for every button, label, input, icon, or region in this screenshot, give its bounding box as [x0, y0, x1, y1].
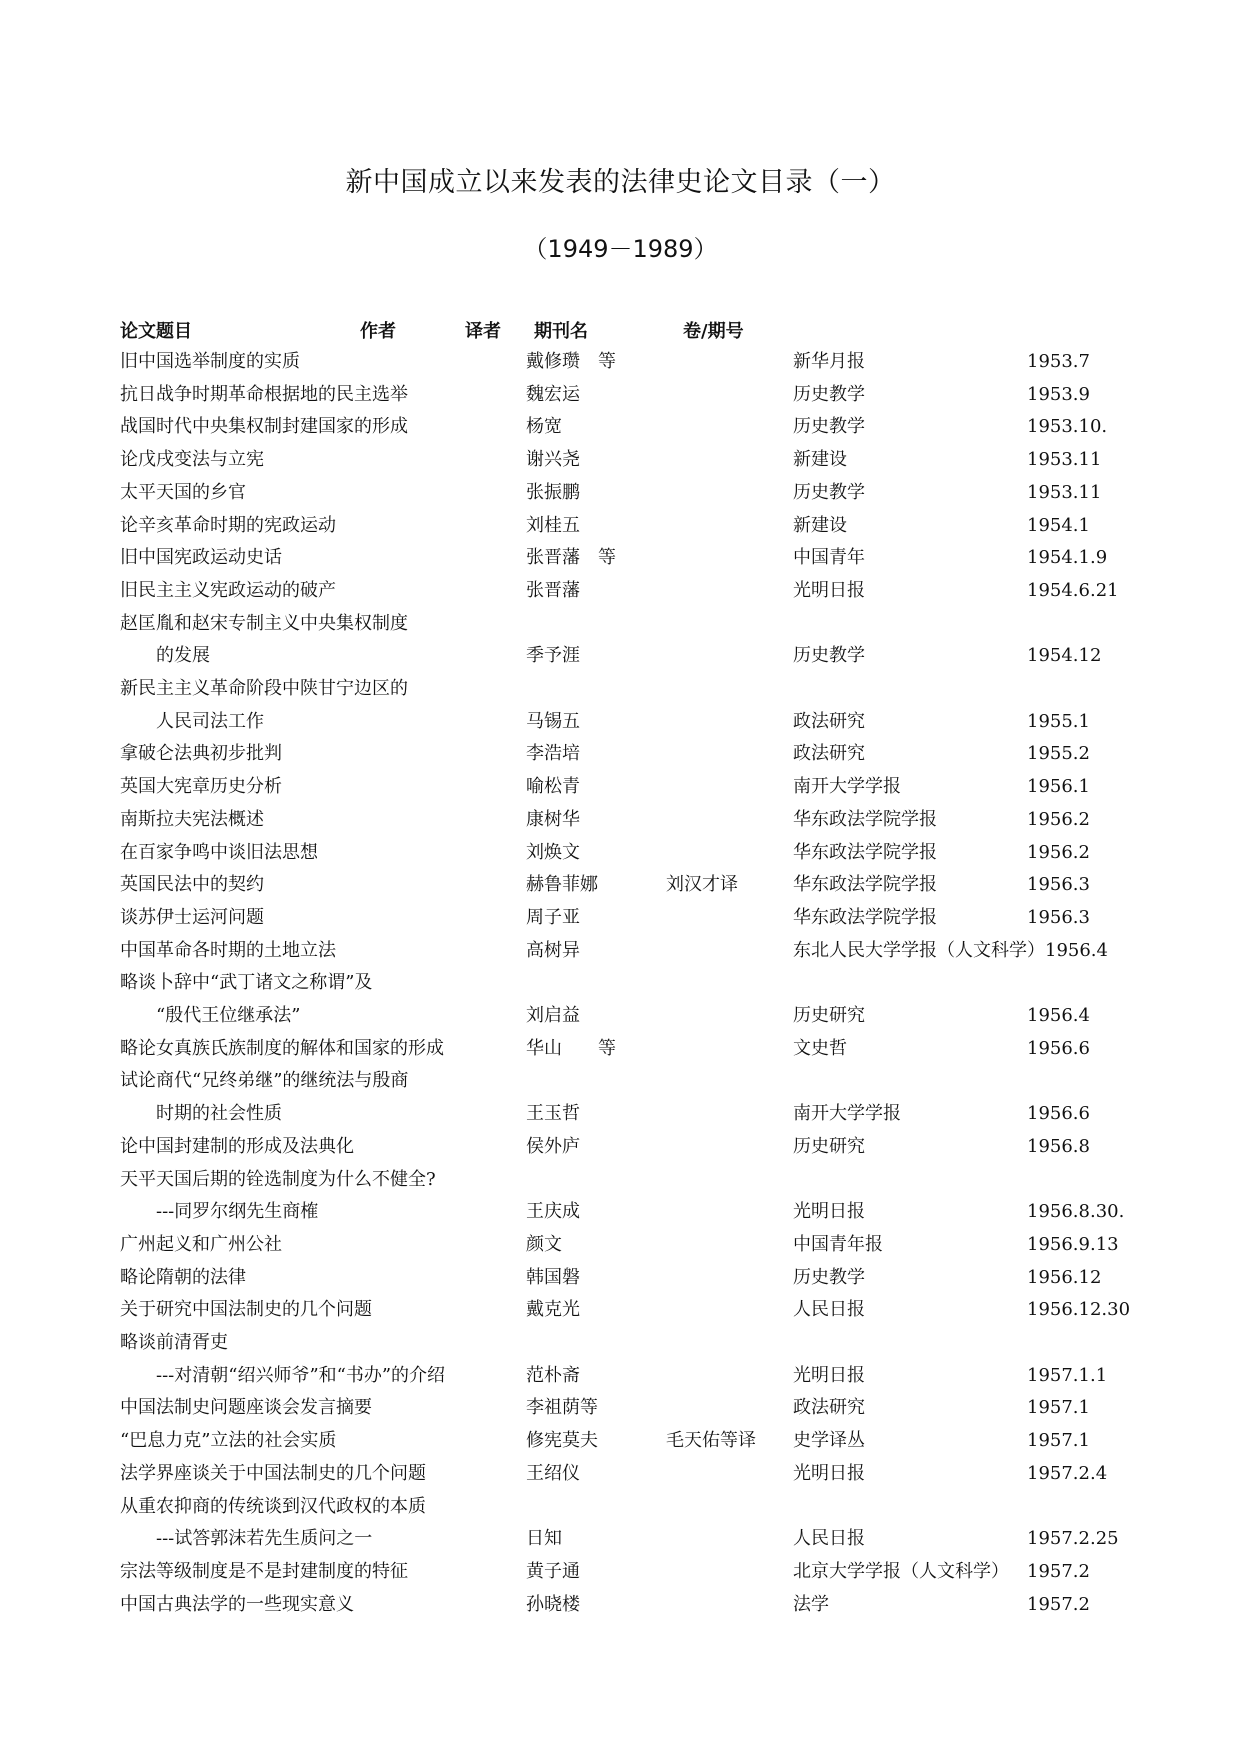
article-volume: 1954.1	[1027, 514, 1090, 536]
article-author: 魏宏运	[526, 383, 580, 405]
article-journal: 南开大学学报	[793, 776, 901, 798]
article-author: 王玉哲	[526, 1103, 580, 1125]
article-author: 杨宽	[526, 416, 562, 438]
list-item	[0, 1589, 1241, 1621]
article-journal: 历史教学	[793, 416, 865, 438]
list-item	[0, 1098, 1241, 1130]
list-item	[0, 1523, 1241, 1555]
article-author: 高树异	[526, 939, 580, 961]
list-item	[0, 673, 1241, 705]
article-title: 赵匡胤和赵宋专制主义中央集权制度	[120, 612, 408, 634]
list-item	[0, 1360, 1241, 1392]
article-translator: 刘汉才译	[666, 874, 738, 896]
article-volume: 1957.1	[1027, 1430, 1090, 1452]
article-author: 华山 等	[526, 1037, 616, 1059]
article-journal: 法学	[793, 1593, 829, 1615]
article-title: 论中国封建制的形成及法典化	[120, 1135, 354, 1157]
list-item	[0, 510, 1241, 542]
article-volume: 1956.12.30	[1027, 1299, 1131, 1321]
article-title: 试论商代“兄终弟继”的继统法与殷商	[120, 1070, 409, 1092]
article-volume: 1957.1	[1027, 1397, 1090, 1419]
article-author: 王绍仪	[526, 1462, 580, 1484]
article-title: 英国民法中的契约	[120, 874, 264, 896]
article-journal: 东北人民大学学报（人文科学）1956.4	[793, 939, 1108, 961]
header-journal: 期刊名	[534, 321, 588, 342]
article-title: 旧中国宪政运动史话	[120, 547, 282, 569]
article-title: 法学界座谈关于中国法制史的几个问题	[120, 1462, 426, 1484]
article-volume: 1957.1.1	[1027, 1364, 1108, 1386]
article-journal: 人民日报	[793, 1299, 865, 1321]
article-journal: 政法研究	[793, 1397, 865, 1419]
article-journal: 光明日报	[793, 1364, 865, 1386]
article-volume: 1956.1	[1027, 776, 1090, 798]
article-title: 的发展	[156, 645, 210, 667]
article-volume: 1956.3	[1027, 874, 1090, 896]
article-author: 李祖荫等	[526, 1397, 598, 1419]
article-title: 论戊戌变法与立宪	[120, 449, 264, 471]
article-journal: 新建设	[793, 449, 847, 471]
article-author: 张振鹏	[526, 481, 580, 503]
article-volume: 1956.2	[1027, 808, 1090, 830]
header-volume: 卷/期号	[683, 321, 744, 342]
article-title: 人民司法工作	[156, 710, 264, 732]
article-author: 王庆成	[526, 1201, 580, 1223]
article-volume: 1954.12	[1027, 645, 1102, 667]
article-title: 从重农抑商的传统谈到汉代政权的本质	[120, 1495, 426, 1517]
article-journal: 华东政法学院学报	[793, 841, 937, 863]
article-volume: 1953.7	[1027, 351, 1090, 372]
article-volume: 1953.11	[1027, 449, 1102, 471]
article-journal: 历史研究	[793, 1135, 865, 1157]
article-author: 马锡五	[526, 710, 580, 732]
article-volume: 1957.2.25	[1027, 1528, 1119, 1550]
page-title: 新中国成立以来发表的法律史论文目录（一）	[345, 167, 896, 198]
list-item	[0, 1556, 1241, 1588]
article-title: 中国革命各时期的土地立法	[120, 939, 336, 961]
article-title: 略论女真族氏族制度的解体和国家的形成	[120, 1037, 444, 1059]
article-volume: 1953.11	[1027, 481, 1102, 503]
article-author: 范朴斋	[526, 1364, 580, 1386]
article-volume: 1956.8.30.	[1027, 1201, 1125, 1223]
article-journal: 史学译丛	[793, 1430, 865, 1452]
article-author: 戴修瓒 等	[526, 351, 616, 372]
article-volume: 1954.6.21	[1027, 579, 1119, 601]
article-title: 中国法制史问题座谈会发言摘要	[120, 1397, 372, 1419]
article-title: 战国时代中央集权制封建国家的形成	[120, 416, 408, 438]
article-title: “巴息力克”立法的社会实质	[120, 1430, 337, 1452]
article-journal: 历史教学	[793, 1266, 865, 1288]
article-volume: 1956.6	[1027, 1103, 1090, 1125]
article-volume: 1956.4	[1027, 1005, 1090, 1026]
article-author: 谢兴尧	[526, 449, 580, 471]
list-item	[0, 444, 1241, 476]
list-item	[0, 1229, 1241, 1261]
article-author: 赫鲁菲娜	[526, 874, 598, 896]
list-item	[0, 1164, 1241, 1196]
article-title: 新民主主义革命阶段中陕甘宁边区的	[120, 678, 408, 699]
page-subtitle: （1949－1989）	[523, 235, 718, 263]
article-title: 英国大宪章历史分析	[120, 776, 282, 798]
article-title: 旧民主主义宪政运动的破产	[120, 579, 336, 601]
header-translator: 译者	[465, 321, 501, 342]
article-author: 刘焕文	[526, 841, 580, 863]
list-item	[0, 608, 1241, 640]
article-journal: 历史教学	[793, 481, 865, 503]
article-title: 关于研究中国法制史的几个问题	[120, 1299, 372, 1321]
article-author: 周子亚	[526, 906, 580, 928]
article-title: 天平天国后期的铨选制度为什么不健全?	[120, 1168, 436, 1190]
article-title: 在百家争鸣中谈旧法思想	[120, 841, 318, 863]
list-item	[0, 1327, 1241, 1359]
article-journal: 政法研究	[793, 743, 865, 765]
list-item	[0, 804, 1241, 836]
article-journal: 华东政法学院学报	[793, 874, 937, 896]
article-title: 抗日战争时期革命根据地的民主选举	[120, 383, 408, 405]
article-title: ---同罗尔纲先生商榷	[156, 1201, 319, 1223]
article-author: 黄子通	[526, 1560, 580, 1582]
article-title: 拿破仑法典初步批判	[120, 743, 282, 765]
list-item	[0, 935, 1241, 967]
article-author: 日知	[526, 1528, 562, 1550]
article-title: 时期的社会性质	[156, 1103, 282, 1125]
article-title: ---试答郭沫若先生质问之一	[156, 1528, 373, 1550]
article-volume: 1956.12	[1027, 1266, 1102, 1288]
article-author: 韩国磐	[526, 1266, 580, 1288]
article-journal: 北京大学学报（人文科学）	[793, 1560, 1009, 1582]
list-item	[0, 1196, 1241, 1228]
article-volume: 1957.2.4	[1027, 1462, 1108, 1484]
list-item	[0, 1000, 1241, 1032]
list-item	[0, 411, 1241, 443]
article-journal: 新建设	[793, 514, 847, 536]
article-author: 季予涯	[526, 645, 580, 667]
article-journal: 历史教学	[793, 645, 865, 667]
article-volume: 1956.3	[1027, 906, 1090, 928]
article-journal: 中国青年	[793, 547, 865, 569]
article-title: ---对清朝“绍兴师爷”和“书办”的介绍	[156, 1364, 446, 1386]
article-journal: 文史哲	[793, 1037, 847, 1059]
article-volume: 1953.10.	[1027, 416, 1108, 438]
article-journal: 历史研究	[793, 1005, 865, 1026]
article-volume: 1956.8	[1027, 1135, 1090, 1157]
list-item	[0, 1131, 1241, 1163]
article-volume: 1953.9	[1027, 383, 1090, 405]
list-item	[0, 706, 1241, 738]
article-title: 论辛亥革命时期的宪政运动	[120, 514, 336, 536]
article-author: 孙晓楼	[526, 1593, 580, 1615]
article-author: 侯外庐	[526, 1135, 580, 1157]
header-title: 论文题目	[120, 321, 192, 342]
list-item	[0, 967, 1241, 999]
article-author: 李浩培	[526, 743, 580, 765]
list-item	[0, 771, 1241, 803]
list-item	[0, 837, 1241, 869]
article-journal: 政法研究	[793, 710, 865, 732]
list-item	[0, 1065, 1241, 1097]
article-author: 颜文	[526, 1233, 562, 1255]
article-title: 旧中国选举制度的实质	[120, 351, 300, 372]
article-title: 广州起义和广州公社	[120, 1233, 282, 1255]
list-item	[0, 477, 1241, 509]
article-author: 喻松青	[526, 776, 580, 798]
list-item	[0, 1392, 1241, 1424]
article-journal: 光明日报	[793, 1462, 865, 1484]
list-item	[0, 1262, 1241, 1294]
article-title: 南斯拉夫宪法概述	[120, 808, 264, 830]
article-volume: 1954.1.9	[1027, 547, 1108, 569]
article-title: 中国古典法学的一些现实意义	[120, 1593, 354, 1615]
article-volume: 1957.2	[1027, 1593, 1090, 1615]
header-author: 作者	[360, 321, 396, 342]
article-journal: 华东政法学院学报	[793, 906, 937, 928]
article-author: 刘桂五	[526, 514, 580, 536]
article-author: 张晋藩 等	[526, 547, 616, 569]
list-item	[0, 640, 1241, 672]
article-journal: 光明日报	[793, 579, 865, 601]
article-title: 谈苏伊士运河问题	[120, 906, 264, 928]
article-author: 康树华	[526, 808, 580, 830]
article-title: “殷代王位继承法”	[156, 1005, 301, 1026]
article-journal: 中国青年报	[793, 1233, 883, 1255]
article-author: 戴克光	[526, 1299, 580, 1321]
article-title: 宗法等级制度是不是封建制度的特征	[120, 1560, 408, 1582]
article-volume: 1957.2	[1027, 1560, 1090, 1582]
article-journal: 南开大学学报	[793, 1103, 901, 1125]
article-journal: 华东政法学院学报	[793, 808, 937, 830]
list-item	[0, 902, 1241, 934]
list-item	[0, 1425, 1241, 1457]
article-volume: 1956.9.13	[1027, 1233, 1119, 1255]
list-item	[0, 738, 1241, 770]
list-item	[0, 1458, 1241, 1490]
article-title: 太平天国的乡官	[120, 481, 246, 503]
article-volume: 1955.2	[1027, 743, 1090, 765]
article-journal: 历史教学	[793, 383, 865, 405]
article-title: 略论隋朝的法律	[120, 1266, 246, 1288]
list-item	[0, 575, 1241, 607]
article-journal: 光明日报	[793, 1201, 865, 1223]
article-author: 张晋藩	[526, 579, 580, 601]
list-item	[0, 346, 1241, 378]
article-title: 略谈卜辞中“武丁诸文之称谓”及	[120, 972, 373, 994]
article-journal: 人民日报	[793, 1528, 865, 1550]
list-item	[0, 1033, 1241, 1065]
article-translator: 毛天佑等译	[666, 1430, 756, 1452]
list-item	[0, 379, 1241, 411]
article-author: 刘启益	[526, 1005, 580, 1026]
list-item	[0, 542, 1241, 574]
article-volume: 1956.2	[1027, 841, 1090, 863]
article-volume: 1955.1	[1027, 710, 1090, 732]
list-item	[0, 869, 1241, 901]
article-journal: 新华月报	[793, 351, 865, 372]
list-item	[0, 1491, 1241, 1523]
article-author: 修宪莫夫	[526, 1430, 598, 1452]
article-title: 略谈前清胥吏	[120, 1332, 228, 1353]
list-item	[0, 1294, 1241, 1326]
article-volume: 1956.6	[1027, 1037, 1090, 1059]
